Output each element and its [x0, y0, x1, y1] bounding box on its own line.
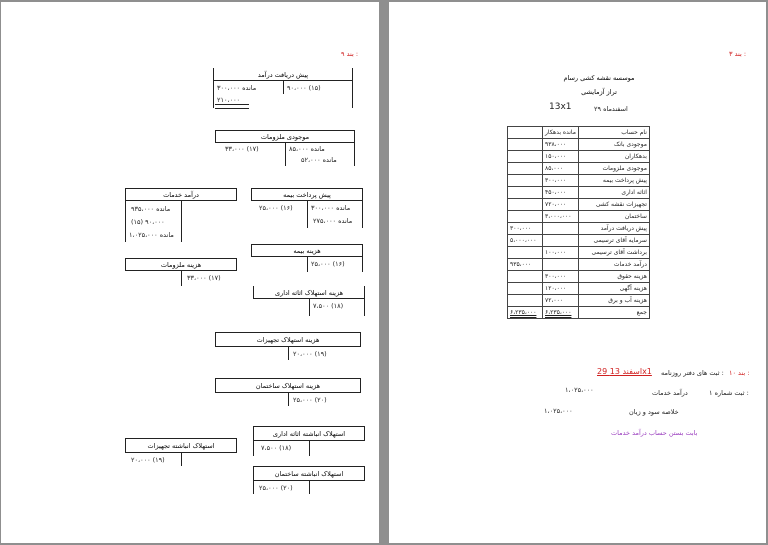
section-label: بند ۳ :	[729, 50, 747, 58]
company-name: موسسه نقشه کشی رسام	[563, 74, 635, 82]
t-account-service-revenue: درآمد خدمات مانده ۹۳۵،۰۰۰ (۱۵) ۹۰،۰۰۰ مانده ۱،۰۲۵،۰۰۰	[125, 188, 237, 242]
table-row: ۹۳۸،۰۰۰ موجودی بانک	[508, 139, 650, 151]
account-title: پیش دریافت درآمد	[257, 71, 309, 79]
t-account-supplies: موجودی ملزومات ۸۵،۰۰۰ مانده ۳۳،۰۰۰ (۱۷) ۵۲،۰۰۰ مانده	[215, 130, 355, 166]
left-page	[1, 2, 379, 543]
t-account-supplies-expense: هزینه ملزومات ۳۳،۰۰۰ (۱۷)	[125, 258, 237, 286]
t-account-unearned-revenue: پیش دریافت درآمد ۹۰،۰۰۰ (۱۵) ۳۰۰،۰۰۰ مانده ۲۱۰،۰۰۰	[213, 68, 353, 108]
report-year: 13x1	[549, 102, 572, 112]
t-account-equipment-depreciation-expense: هزینه استهلاک تجهیزات ۲۰،۰۰۰ (۱۹)	[215, 332, 361, 360]
report-title: تراز آزمایشی	[581, 88, 617, 96]
table-row: ۱۵۰،۰۰۰ بدهکاران	[508, 151, 650, 163]
table-row: ۱۲۰،۰۰۰ هزینه آگهی	[508, 283, 650, 295]
table-row: ۵،۰۰۰،۰۰۰ سرمایه آقای ترسیمی	[508, 235, 650, 247]
t-account-furniture-depreciation-expense: هزینه استهلاک اثاثه اداری ۷،۵۰۰ (۱۸)	[253, 286, 365, 316]
table-row: ۳،۰۰۰،۰۰۰ ساختمان	[508, 211, 650, 223]
section-10-date: 29 اسفند 13x1	[597, 367, 652, 376]
table-row: ۸۵،۰۰۰ موجودی ملزومات	[508, 163, 650, 175]
t-account-prepaid-insurance: پیش پرداخت بیمه ۳۰۰،۰۰۰ مانده ۲۵،۰۰۰ (۱۶) ۲۷۵،۰۰۰ مانده	[251, 188, 363, 228]
report-date: ۲۹ اسفندماه	[594, 105, 628, 113]
table-row: ۳۰۰،۰۰۰ پیش دریافت درآمد	[508, 223, 650, 235]
table-row: ۹۳۵،۰۰۰ درآمد خدمات	[508, 259, 650, 271]
t-account-insurance-expense: هزینه بیمه ۲۵،۰۰۰ (۱۶)	[251, 244, 363, 272]
right-page	[389, 2, 766, 543]
entry-debit-account: درآمد خدمات	[652, 389, 688, 397]
table-header-row: مانده بدهکار نام حساب	[508, 127, 650, 139]
t-account-accumulated-building-depreciation: استهلاک انباشته ساختمان ۲۵،۰۰۰ (۲۰)	[253, 466, 365, 494]
table-row: ۴۵۰،۰۰۰ اثاثه اداری	[508, 187, 650, 199]
section-label: بند ۹ :	[341, 50, 359, 58]
table-row: ۳۰۰،۰۰۰ پیش پرداخت بیمه	[508, 175, 650, 187]
t-account-accumulated-equipment-depreciation: استهلاک انباشته تجهیزات ۲۰،۰۰۰ (۱۹)	[125, 438, 237, 466]
table-row: ۱۰۰،۰۰۰ برداشت آقای ترسیمی	[508, 247, 650, 259]
trial-balance-table	[507, 126, 650, 319]
table-row: ۷۲،۰۰۰ هزینه آب و برق	[508, 295, 650, 307]
entry-label: ثبت شماره ۱ :	[709, 389, 749, 397]
t-account-building-depreciation-expense: هزینه استهلاک ساختمان ۲۵،۰۰۰ (۲۰)	[215, 378, 361, 406]
t-account-accumulated-furniture-depreciation: استهلاک انباشته اثاثه اداری ۷،۵۰۰ (۱۸)	[253, 426, 365, 456]
section-10-text: ثبت های دفتر روزنامه :	[661, 369, 724, 377]
table-row: ۳۰۰،۰۰۰ هزینه حقوق	[508, 271, 650, 283]
table-row: ۶،۲۳۵،۰۰۰ ۶،۲۳۵،۰۰۰ جمع	[508, 307, 650, 319]
entry-note: بابت بستن حساب درآمد خدمات	[611, 429, 698, 437]
entry-debit-amount: ۱،۰۲۵،۰۰۰	[565, 386, 594, 394]
section-10-label: بند ۱۰ :	[729, 369, 750, 377]
entry-credit-amount: ۱،۰۲۵،۰۰۰	[544, 407, 573, 415]
entry-credit-account: خلاصه سود و زیان	[629, 408, 679, 416]
table-row: ۷۲۰،۰۰۰ تجهیزات نقشه کشی	[508, 199, 650, 211]
